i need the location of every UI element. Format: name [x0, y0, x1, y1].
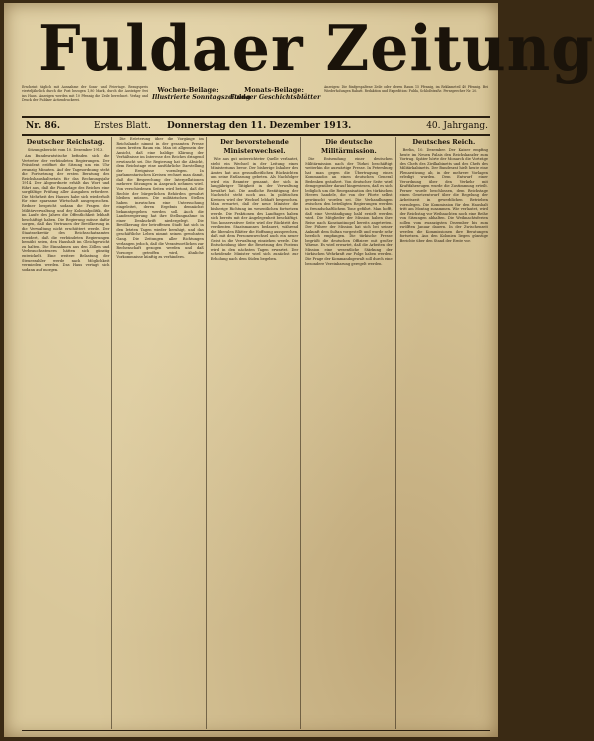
issue-volume: 40. Jahrgang.	[426, 121, 488, 131]
column-1	[22, 137, 112, 729]
column-5	[400, 137, 490, 729]
masthead-title: Fuldaer Zeitung	[38, 12, 594, 86]
subheader-bar	[22, 85, 488, 115]
weekly-supplement	[152, 86, 251, 102]
column-heading: Deutscher Reichstag.	[26, 138, 105, 146]
issue-number: Nr. 86.	[26, 121, 61, 131]
column-text: Die Entsendung einer deutschen Militärmission nach der Türkei beschäftigt weiterhin die auswärtige Presse. In Petersburg hat man gegen die Übertragung eines Kommandos an einen deutschen General Bedenken geäußert. Von deutscher Seite wird demgegenüber darauf hingewiesen, daß es sich lediglich um die Reorganisation des türkischen Heeres handele, die von der Pforte selbst gewünscht worden sei. Die Verhandlungen zwischen den beteiligten Regierungen werden in freundschaftlichem Tone geführt. Man hofft, daß eine Verständigung bald erzielt werden wird. Die Mitglieder der Mission haben ihre Reise nach Konstantinopel bereits angetreten. Der Führer der Mission hat sich bei seiner Ankunft dem Sultan vorgestellt und wurde sehr herzlich empfangen. Die türkische Presse begrüßt die deutschen Offiziere mit großer Wärme. Es wird erwartet, daß die Arbeiten der Mission eine wesentliche Stärkung der türkischen Wehrkraft zur Folge haben werden. Die Frage der Kommandogewalt soll durch eine besondere Vereinbarung geregelt werden.	[305, 157, 393, 266]
footer-rule	[22, 730, 490, 731]
column-text: Die Erörterung über die Vorgänge im Reichslande nimmt in der gesamten Presse einen breiten Raum ein. Man ist allgemein der Ansicht, daß eine baldige Klärung der Verhältnisse im Interesse des Reiches dringend erwünscht sei. Die Regierung hat die Absicht, dem Reichstage eine ausführliche Darstellung der Ereignisse vorzulegen. In parlamentarischen Kreisen rechnet man damit, daß die Besprechung der Interpellationen mehrere Sitzungen in Anspruch nehmen wird. Von verschiedenen Seiten wird betont, daß die Rechte der bürgerlichen Behörden gewahrt bleiben müssen. Die militärischen Stellen haben inzwischen eine Untersuchung eingeleitet, deren Ergebnis demnächst bekanntgegeben werden soll. Auch die Landesregierung hat ihre Stellungnahme in einer Denkschrift niedergelegt. Die Bevölkerung der betroffenen Stadt hat sich in den letzten Tagen wieder beruhigt, und das geschäftliche Leben nimmt seinen gewohnten Gang. Die Zeitungen aller Richtungen verlangen jedoch, daß die Verantwortlichen zur Rechenschaft gezogen werden und daß Vorsorge getroffen wird, ähnliche Vorkommnisse künftig zu verhindern.	[116, 137, 204, 260]
bottom-rule	[22, 134, 490, 136]
column-subheading: Sitzungsbericht vom 10. Dezember 1913.	[27, 148, 104, 152]
issue-date: Donnerstag den 11. Dezember 1913.	[167, 121, 352, 131]
monthly-supplement-title: Fuldaer Geschichtsblätter	[230, 94, 321, 101]
article-columns	[22, 137, 490, 729]
column-heading: Der bevorstehende Ministerwechsel.	[220, 138, 289, 155]
issue-sheet: Erstes Blatt.	[94, 121, 151, 131]
weekly-supplement-heading: Wochen-Beilage:	[157, 86, 219, 94]
issue-line	[22, 118, 490, 134]
column-heading: Die deutsche Militärmission.	[321, 138, 377, 155]
column-heading: Deutsches Reich.	[412, 138, 476, 146]
column-3	[211, 137, 301, 729]
monthly-supplement	[230, 86, 321, 102]
column-text: Am Bundesratstische befinden sich die Vertreter der verbündeten Regierungen. Der Präsident eröffnet die Sitzung um ein Uhr zwanzig Minuten. Auf der Tagesordnung steht die Fortsetzung der ersten Beratung des Reichshaushaltsetats für das Rechnungsjahr 1914. Der Abgeordnete erhält das Wort und führt aus, daß die Finanzlage des Reiches eine sorgfältige Prüfung aller Ausgaben erfordere. Die Mehrheit des Hauses habe sich wiederholt für eine sparsame Wirtschaft ausgesprochen. Redner bespricht sodann die Fragen der Militärverwaltung und der Kolonialpolitik, die im Laufe des Jahres die Öffentlichkeit lebhaft beschäftigt haben. Die Regierung müsse dafür sorgen, daß das Vertrauen der Bevölkerung in die Verwaltung nicht erschüttert werde. Der Staatssekretär des Reichsschatzamtes erwidert, daß die verbündeten Regierungen bemüht seien, den Haushalt im Gleichgewicht zu halten. Die Einnahmen aus den Zöllen und Verbrauchssteuern hätten sich günstig entwickelt. Eine weitere Belastung der Steuerzahler werde nach Möglichkeit vermieden werden. Das Haus vertagt sich sodann auf morgen.	[22, 154, 110, 272]
column-4	[305, 137, 395, 729]
newspaper-page	[4, 3, 594, 737]
monthly-supplement-heading: Monats-Beilage:	[244, 86, 304, 94]
column-2	[116, 137, 206, 729]
weekly-supplement-title: Illustrierte Sonntagszeitung	[152, 94, 251, 101]
column-text: Wie aus gut unterrichteter Quelle verlautet, steht ein Wechsel in der Leitung eines Ministeriums bevor. Der bisherige Inhaber des Amtes hat aus gesundheitlichen Rücksichten um seine Entlassung gebeten. Als Nachfolger wird ein Beamter genannt, der sich in langjähriger Tätigkeit in der Verwaltung bewährt hat. Die amtliche Bestätigung der Nachricht steht noch aus. In politischen Kreisen wird der Wechsel lebhaft besprochen. Man erwartet, daß der neue Minister die bisherige Richtung im wesentlichen fortsetzen werde. Die Fraktionen des Landtages haben sich bereits mit der Angelegenheit beschäftigt. Von konservativer Seite wird der Rücktritt des verdienten Staatsmannes bedauert, während die liberalen Blätter die Hoffnung aussprechen, daß mit dem Personenwechsel auch ein neuer Geist in die Verwaltung einziehen werde. Die Entscheidung über die Besetzung des Postens wird in den nächsten Tagen erwartet. Der scheidende Minister wird sich zunächst zur Erholung nach dem Süden begeben.	[210, 157, 299, 262]
subscription-info: Erscheint täglich mit Ausnahme der Sonn- und Feiertage. Bezugspreis vierteljährlich durch die Post bezogen 1,80 Mark, durch die Austräger frei ins Haus. Anzeigen werden mit 10 Pfennig die Zeile berechnet. Verlag und Druck der Fuldaer Actiendruckerei.	[22, 85, 148, 102]
advertising-info: Anzeigen: Die fünfgespaltene Zeile oder deren Raum 15 Pfennig, im Reklameteil 40 Pfennig. Bei Wiederholungen Rabatt. Redaktion und Expedition: Fulda, Schloßstraße. Fernsprecher Nr. 20.	[324, 85, 488, 94]
column-text: Berlin, 10. Dezember. Der Kaiser empfing heute im Neuen Palais den Reichskanzler zum Vortrag. Später hörte der Monarch die Vorträge des Chefs des Zivilkabinetts und des Chefs des Militärkabinetts. Der Bundesrat hielt heute eine Plenarsitzung ab, in der mehrere Vorlagen erledigt wurden. Dem Entwurf einer Verordnung über den Verkehr mit Kraftfahrzeugen wurde die Zustimmung erteilt. Ferner wurde beschlossen, dem Reichstage einen Gesetzentwurf über die Regelung der Arbeitszeit in gewerblichen Betrieben vorzulegen. Die Kommission für den Haushalt tritt am Montag zusammen. Wie verlautet, wird der Reichstag vor Weihnachten noch eine Reihe von Sitzungen abhalten. Die Weihnachtsferien sollen vom zwanzigsten Dezember bis zum zwölften Januar dauern. In der Zwischenzeit werden die Kommissionen ihre Beratungen fortsetzen. Aus den Kolonien liegen günstige Berichte über den Stand der Ernte vor.	[399, 148, 488, 243]
